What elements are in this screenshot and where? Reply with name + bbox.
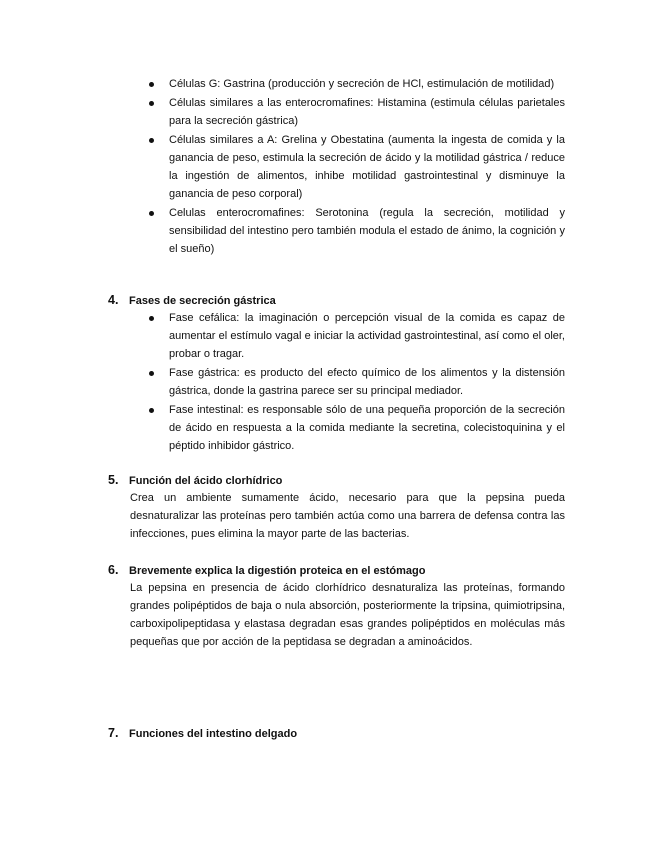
list-item	[145, 94, 565, 130]
list-item-text: Células similares a A: Grelina y Obestatina (aumenta la ingesta de comida y la ganancia de peso, estimula la secreción de ácido y la motilidad gástrica / reduce la ingestión de alimentos, inhibe motilidad gastrointestinal y disminuye la ganancia de peso corporal)	[169, 134, 565, 200]
section-number: 4.	[108, 293, 119, 307]
list-item	[145, 75, 565, 93]
bullet-icon	[149, 211, 154, 216]
section-heading-7	[108, 724, 297, 743]
section-title: Brevemente explica la digestión proteica en el estómago	[129, 565, 426, 577]
section-title: Funciones del intestino delgado	[129, 728, 298, 740]
section-heading-4	[108, 291, 276, 310]
section-heading-5	[108, 471, 282, 490]
list-item-text: Fase intestinal: es responsable sólo de una pequeña proporción de la secreción de ácido en respuesta a la comida mediante la secretina, colecistoquinina y el péptido inhibidor gástrico.	[169, 404, 565, 452]
bullet-icon	[149, 316, 154, 321]
list-item	[145, 131, 565, 203]
list-item	[145, 309, 565, 363]
bullet-icon	[149, 82, 154, 87]
section-body-5: Crea un ambiente sumamente ácido, necesario para que la pepsina pueda desnaturalizar las proteínas pero también actúa como una barrera de defensa contra las infecciones, pues elimina la mayor parte de las bacterias.	[130, 492, 565, 540]
section-title: Función del ácido clorhídrico	[129, 475, 283, 487]
section-number: 6.	[108, 563, 119, 577]
section-number: 7.	[108, 726, 119, 740]
list-item-text: Fase cefálica: la imaginación o percepción visual de la comida es capaz de aumentar el estímulo vagal e iniciar la actividad gastrointestinal, así como el oler, probar o tragar.	[169, 312, 565, 360]
section-title: Fases de secreción gástrica	[129, 295, 276, 307]
list-item	[145, 364, 565, 400]
section-body-6: La pepsina en presencia de ácido clorhídrico desnaturaliza las proteínas, formando grandes polipéptidos de baja o nula absorción, posteriormente la tripsina, quimiotripsina, carboxipolipeptidasa y elastasa degradan esas grandes polipéptidos en moléculas más pequeñas que por acción de la peptidasa se degradan a aminoácidos.	[130, 582, 565, 648]
section-number: 5.	[108, 473, 119, 487]
bullet-icon	[149, 101, 154, 106]
list-item-text: Células G: Gastrina (producción y secreción de HCl, estimulación de motilidad)	[169, 78, 555, 90]
list-item-text: Células similares a las enterocromafines: Histamina (estimula células parietales para la secreción gástrica)	[169, 97, 565, 127]
cell-types-list	[145, 75, 565, 259]
list-item	[145, 401, 565, 455]
section-heading-6	[108, 561, 426, 580]
bullet-icon	[149, 408, 154, 413]
bullet-icon	[149, 371, 154, 376]
secretion-phases-list	[145, 309, 565, 456]
list-item	[145, 204, 565, 258]
list-item-text: Celulas enterocromafines: Serotonina (regula la secreción, motilidad y sensibilidad del intestino pero también modula el estado de ánimo, la cognición y el sueño)	[169, 207, 565, 255]
list-item-text: Fase gástrica: es producto del efecto químico de los alimentos y la distensión gástrica, donde la gastrina parece ser su principal mediador.	[169, 367, 565, 397]
bullet-icon	[149, 138, 154, 143]
